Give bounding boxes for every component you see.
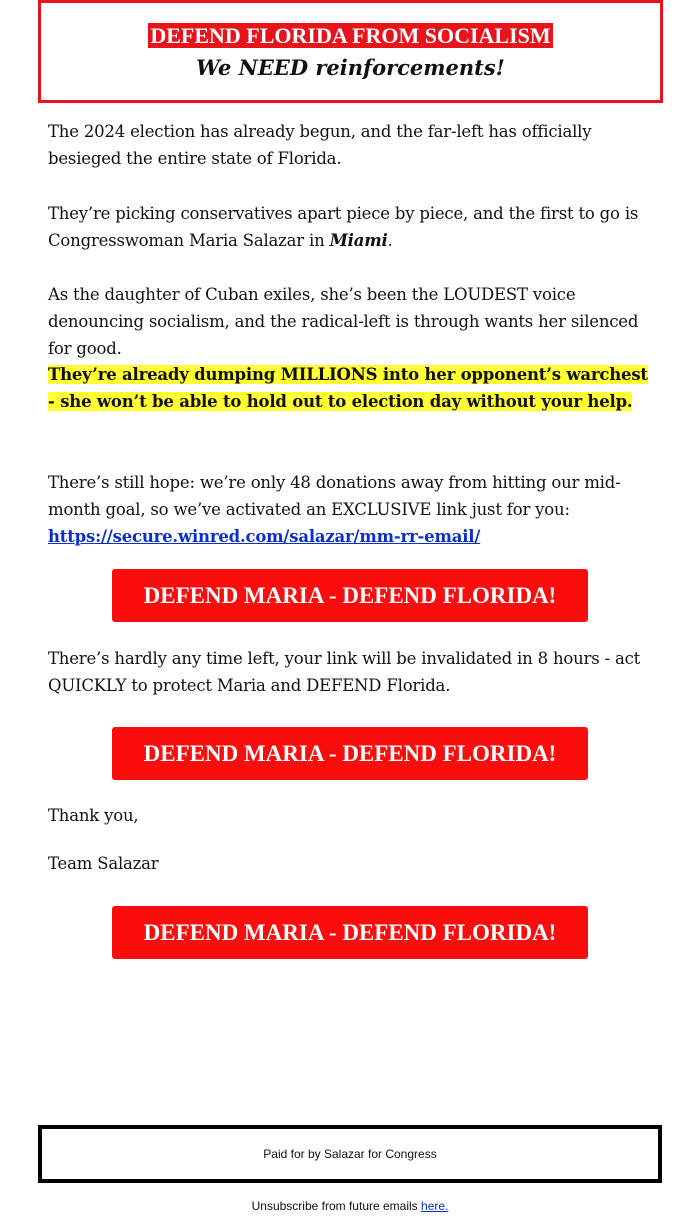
unsubscribe-link[interactable]: here. [421,1199,449,1213]
paragraph-hope-text: There’s still hope: we’re only 48 donations away from hitting our mid-month goal, so we’ve activated an EXCLUSIVE link just for you: [48,473,621,519]
unsubscribe-text: Unsubscribe from future emails [251,1199,422,1213]
donation-link[interactable]: https://secure.winred.com/salazar/mm-rr-email/ [48,527,481,546]
header-banner [38,0,663,103]
defend-maria-button-3[interactable]: DEFEND MARIA - DEFEND FLORIDA! [112,906,588,959]
miami-emphasis: Miami [329,231,388,250]
header-subtitle: We NEED reinforcements! [196,55,505,80]
paragraph-salazar-end: . [387,231,393,250]
paid-for-disclaimer: Paid for by Salazar for Congress [38,1125,662,1183]
paragraph-salazar-text: They’re picking conservatives apart piece by piece, and the first to go is Congresswoman Maria Salazar in [48,204,639,250]
defend-maria-button-1[interactable]: DEFEND MARIA - DEFEND FLORIDA! [112,569,588,622]
paragraph-cuban-exiles: As the daughter of Cuban exiles, she’s been the LOUDEST voice denouncing socialism, and the radical-left is through wants her silenced for good. [48,285,639,358]
thank-you-text: Thank you, [48,806,139,825]
header-title-text: DEFEND FLORIDA FROM SOCIALISM [150,23,551,48]
header-title [41,23,660,49]
defend-maria-button-2[interactable]: DEFEND MARIA - DEFEND FLORIDA! [112,727,588,780]
signature-text: Team Salazar [48,854,159,873]
paragraph-salazar [48,200,660,254]
paragraph-time-left: There’s hardly any time left, your link will be invalidated in 8 hours - act QUICKLY to protect Maria and DEFEND Florida. [48,649,641,695]
unsubscribe-line [0,1199,700,1213]
paragraph-intro: The 2024 election has already begun, and the far-left has officially besieged the entire state of Florida. [48,122,592,168]
highlighted-text: They’re already dumping MILLIONS into her opponent’s warchest - she won’t be able to hold out to election day without your help. [48,365,648,411]
paragraph-hope [48,469,660,550]
paragraph-highlight [48,361,660,415]
